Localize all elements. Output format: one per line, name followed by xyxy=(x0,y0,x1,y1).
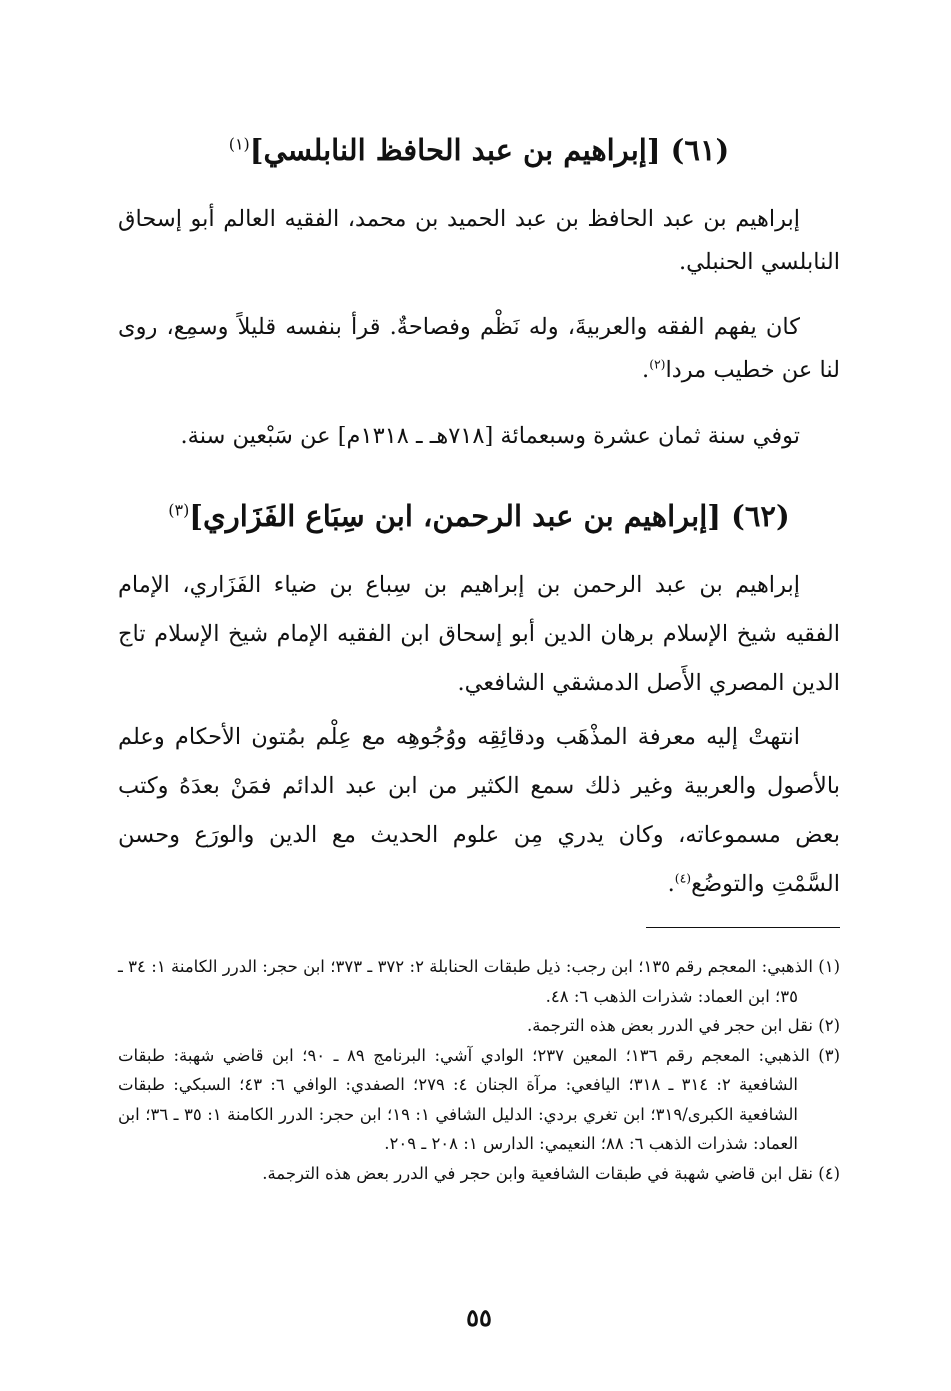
footnote-2: (٢) نقل ابن حجر في الدرر بعض هذه الترجمة. xyxy=(527,1016,840,1035)
entry-62-title-text: (٦٢) [إبراهيم بن عبد الرحمن، ابن سِبَاع الفَزَاري] xyxy=(189,499,790,533)
entry-61-paragraph-3 xyxy=(118,415,840,458)
entry-61-paragraph-2-tail: . xyxy=(642,357,650,383)
entry-62-paragraph-2-tail: . xyxy=(667,871,675,897)
entry-62-paragraph-2 xyxy=(118,713,840,909)
page-body xyxy=(118,0,840,1391)
footnote-3: (٣) الذهبي: المعجم رقم ١٣٦؛ المعين ٢٣٧؛ الوادي آشي: البرنامج ٨٩ ـ ٩٠؛ ابن قاضي شهبة: طبقات الشافعية ٢: ٣١٤ ـ ٣١٨؛ اليافعي: مرآة الجنان ٤: ٢٧٩؛ الصفدي: الوافي ٦: ٤٣؛ السبكي: طبقات الشافعية الكبرى/٣١٩؛ ابن تغري بردي: الدليل الشافي ١: ١٩؛ ابن حجر: الدرر الكامنة ١: ٣٥ ـ ٣٦؛ ابن العماد: شذرات الذهب ٦: ٨٨؛ النعيمي: الدارس ١: ٢٠٨ ـ ٢٠٩. xyxy=(118,1045,841,1153)
entry-62-title-note: (٣) xyxy=(168,500,190,520)
entry-61-paragraph-2-note: (٢) xyxy=(649,357,666,372)
entry-61-paragraph-2-text: كان يفهم الفقه والعربيةَ، وله نَظْم وفصاحةٌ. قرأ بنفسه قليلاً وسمِع، روى لنا عن خطيب مردا xyxy=(118,314,840,383)
footnotes xyxy=(118,952,840,1188)
entry-61-title xyxy=(118,130,840,170)
entry-61-title-text: (٦١) [إبراهيم بن عبد الحافظ النابلسي] xyxy=(249,133,730,167)
entry-61-paragraph-2 xyxy=(118,306,840,392)
footnote-4: (٤) نقل ابن قاضي شهبة في طبقات الشافعية وابن حجر في الدرر بعض هذه الترجمة. xyxy=(262,1163,840,1183)
entry-62-paragraph-2-note: (٤) xyxy=(674,871,692,886)
page-number: ٥٥ xyxy=(466,1303,492,1332)
footnote-1: (١) الذهبي: المعجم رقم ١٣٥؛ ابن رجب: ذيل طبقات الحنابلة ٢: ٣٧٢ ـ ٣٧٣؛ ابن حجر: الدرر الكامنة ١: ٣٤ ـ ٣٥؛ ابن العماد: شذرات الذهب ٦: ٤٨. xyxy=(118,957,840,1006)
entry-62-paragraph-1 xyxy=(118,561,840,708)
footnote-divider xyxy=(646,927,840,928)
entry-61-paragraph-1-text: إبراهيم بن عبد الحافظ بن عبد الحميد بن محمد، الفقيه العالم أبو إسحاق النابلسي الحنبلي. xyxy=(118,206,840,275)
entry-61-paragraph-3-text: توفي سنة ثمان عشرة وسبعمائة [٧١٨هـ ـ ١٣١٨م] عن سَبْعين سنة. xyxy=(180,423,800,449)
entry-62-paragraph-1-text: إبراهيم بن عبد الرحمن بن إبراهيم بن سِباع بن ضياء الفَزَاري، الإمام الفقيه شيخ الإسلام برهان الدين أبو إسحاق ابن الفقيه الإمام شيخ الإسلام تاج الدين المصري الأَصل الدمشقي الشافعي. xyxy=(118,572,840,696)
entry-62-paragraph-2-text: انتهتْ إليه معرفة المذْهَب ودقائِقِه ووُجُوهِه مع عِلْم بمُتون الأحكام وعلم بالأصول والعربية وغير ذلك سمع الكثير من ابن عبد الدائم فمَنْ بعدَهُ وكتب بعض مسموعاته، وكان يدري مِن علوم الحديث مع الدين والورَع وحسن السَّمْتِ والتوضُع xyxy=(118,724,840,897)
entry-62-title xyxy=(118,496,840,536)
entry-61-paragraph-1 xyxy=(118,198,840,284)
entry-61-title-note: (١) xyxy=(228,134,250,154)
